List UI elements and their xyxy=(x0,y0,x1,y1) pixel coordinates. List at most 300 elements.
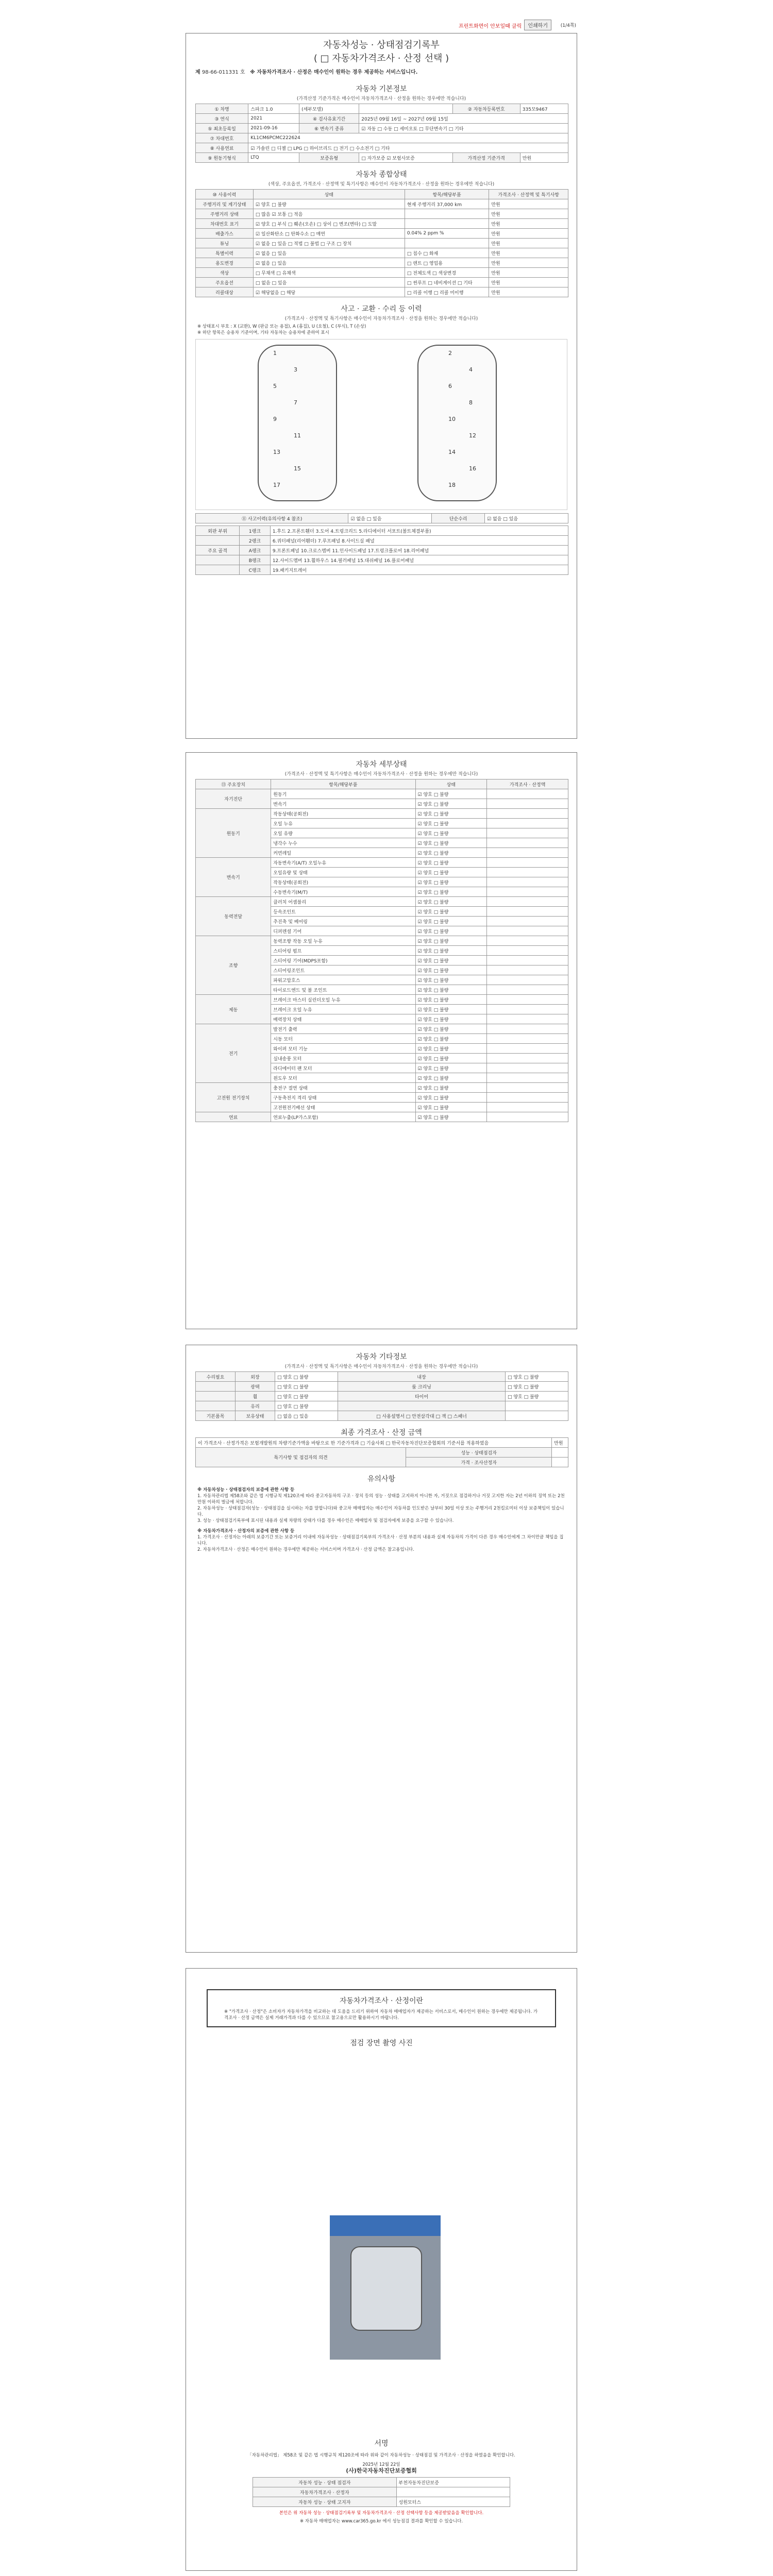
cell: 룸 크리닝 xyxy=(338,1382,506,1392)
print-button[interactable]: 인쇄하기 xyxy=(524,20,551,30)
cell: 자동차 성능 · 상태 고지자 xyxy=(253,2497,397,2507)
cell xyxy=(487,1073,568,1083)
cell: ☑ 없음 □ 있음 xyxy=(348,514,432,523)
cell xyxy=(487,868,568,877)
top-toolbar xyxy=(186,19,577,33)
cell: 외장 xyxy=(236,1372,275,1382)
damage-mark: 13 xyxy=(273,449,280,455)
cell xyxy=(505,1401,568,1411)
cell xyxy=(487,1024,568,1034)
cell: ☑ 해당없음 □ 해당 xyxy=(253,287,405,297)
cell: 만원 xyxy=(489,248,568,258)
cell xyxy=(196,1401,236,1411)
cell: B랭크 xyxy=(240,555,271,565)
cell: ☑ 양호 □ 불량 xyxy=(415,897,487,907)
photo-title: 점검 장면 촬영 사진 xyxy=(350,2039,413,2047)
col-header: 항목/해당부품 xyxy=(405,190,489,199)
cell xyxy=(487,1054,568,1063)
cell: 12.사이드멤버 13.휠하우스 14.필러패널 15.대쉬패널 16.플로어패널 xyxy=(270,555,568,565)
cell xyxy=(487,877,568,887)
table-row xyxy=(196,1382,568,1392)
cell: 가격 · 조사산정자 xyxy=(406,1458,552,1467)
cell xyxy=(487,848,568,858)
table-row xyxy=(196,995,568,1005)
cell: 용도변경 xyxy=(196,258,254,268)
cell: 광택 xyxy=(236,1382,275,1392)
table-row xyxy=(196,124,568,133)
cell: 1랭크 xyxy=(240,526,271,536)
cell xyxy=(487,838,568,848)
page-3 xyxy=(186,1345,577,1953)
banner-text: ※ "가격조사 · 산정"은 소비자가 자동차가격을 비교하는 데 도움을 드리기 위하여 자동차 매매업자가 제공하는 서비스로서, 매수인이 원하는 경우에만 제공됩니다. 가격조사 · 산정 금액은 실제 거래가격과 다를 수 있으므로 참고용으로만 활용하시기 바랍니다. xyxy=(224,2009,538,2021)
cell: ☑ 양호 □ 불량 xyxy=(415,1093,487,1103)
cell: KL1CM6PCMC222624 xyxy=(248,133,568,143)
cell xyxy=(487,858,568,868)
cell: ☑ 양호 □ 불량 xyxy=(415,936,487,946)
cell xyxy=(487,956,568,965)
cell: 만원 xyxy=(489,199,568,209)
cell: 이 가격조사 · 산정가격은 보험개발원의 차량기준가액을 바탕으로 한 기준가격과 □ 기술사회 □ 한국자동차진단보증협회의 기준서를 적용하였음 xyxy=(196,1438,552,1448)
cell xyxy=(196,565,240,575)
cell: □ 썬루프 □ 네비게이션 □ 기타 xyxy=(405,278,489,287)
group-label: 변속기 xyxy=(196,858,271,897)
damage-mark: 6 xyxy=(448,383,452,389)
general-sub: (색상, 주요옵션, 가격조사 · 산정액 및 특기사항은 매수인이 자동차가격조사 · 산정을 원하는 경우에만 적습니다) xyxy=(268,182,495,187)
group-label: 전기 xyxy=(196,1024,271,1083)
other-sub: (가격조사 · 산정액 및 특기사항은 매수인이 자동차가격조사 · 산정을 원하는 경우에만 적습니다) xyxy=(284,1364,478,1369)
cell: ☑ 양호 □ 불량 xyxy=(415,877,487,887)
cell: 클러치 어셈블리 xyxy=(271,897,415,907)
cell: 연료누출(LP가스포함) xyxy=(271,1112,415,1122)
cell: ☑ 양호 □ 불량 xyxy=(415,1063,487,1073)
accident-legend: ※ 상태표시 부호 : X (교환), W (판금 또는 용접), A (흠집), U (요철), C (부식), T (손상) xyxy=(197,324,366,329)
damage-mark: 17 xyxy=(273,482,280,488)
cell: 19.패키지트레이 xyxy=(270,565,568,575)
cell: □ 양호 □ 불량 xyxy=(505,1372,568,1382)
notes-p5: 2. 자동차가격조사 · 산정은 매수인이 원하는 경우에만 제공하는 서비스이며 가격조사 · 산정 금액은 참고용입니다. xyxy=(197,1547,414,1552)
cell: 커먼레일 xyxy=(271,848,415,858)
cell: C랭크 xyxy=(240,565,271,575)
cell: 원동기 xyxy=(271,789,415,799)
cell xyxy=(196,1392,236,1401)
cell xyxy=(396,2487,510,2497)
notes-p4: 1. 가격조사 · 산정자는 아래의 보증기간 또는 보증거리 이내에 자동차성능 · 상태점검기록부의 가격조사 · 산정 부분의 내용과 실제 자동차의 가격이 다른 경우 매수인에게 그 차이만큼 책임을 집니다. xyxy=(197,1535,564,1546)
cell: 만원 xyxy=(489,287,568,297)
damage-mark: 8 xyxy=(469,399,473,406)
cell: ☑ 양호 □ 불량 xyxy=(415,965,487,975)
cell: 만원 xyxy=(489,268,568,278)
table-row xyxy=(196,897,568,907)
cell xyxy=(487,1044,568,1054)
cell: ☑ 일산화탄소 □ 탄화수소 □ 매연 xyxy=(253,229,405,239)
notes-head2: ※ 자동차가격조사 · 산정자의 보증에 관한 사항 등 xyxy=(197,1529,295,1534)
cell: □ 많음 ☑ 보통 □ 적음 xyxy=(253,209,405,219)
col-header: ⑬ 주요장치 xyxy=(196,779,271,789)
cell: □ 렌트 □ 영업용 xyxy=(405,258,489,268)
cell: ☑ 양호 □ 불량 xyxy=(415,799,487,809)
cell: 발전기 출력 xyxy=(271,1024,415,1034)
cell: 자동차 성능 · 상태 점검자 xyxy=(253,2478,397,2487)
doc-notice: ※ 자동차가격조사 · 산정은 매수인이 원하는 경우 제공하는 서비스입니다. xyxy=(250,70,418,75)
detail-title: 자동차 세부상태 xyxy=(356,760,407,769)
page-indicator: (1/4쪽) xyxy=(560,23,576,28)
cell: □ 침수 □ 화재 xyxy=(405,248,489,258)
cell: 주요 골격 xyxy=(196,546,240,555)
damage-mark: 3 xyxy=(294,366,297,373)
accident-sub: (가격조사 · 산정액 및 특기사항은 매수인이 자동차가격조사 · 산정을 원하는 경우에만 적습니다) xyxy=(284,316,478,321)
cell: 주행거리 및 계기상태 xyxy=(196,199,254,209)
table-row xyxy=(196,555,568,565)
cell xyxy=(505,1411,568,1421)
table-header xyxy=(196,779,568,789)
cell: 파워고압호스 xyxy=(271,975,415,985)
group-label: 연료 xyxy=(196,1112,271,1122)
cell: ④ 검사유효기간 xyxy=(299,114,359,124)
cell: ☑ 양호 □ 불량 xyxy=(415,907,487,917)
cell: ☑ 양호 □ 불량 xyxy=(415,1034,487,1044)
cell: ☑ 양호 □ 불량 xyxy=(415,868,487,877)
cell xyxy=(487,819,568,828)
table-row xyxy=(196,565,568,575)
cell: □ 리콜 이행 □ 리콜 미이행 xyxy=(405,287,489,297)
cell: ⑧ 사용연료 xyxy=(196,143,248,153)
cell xyxy=(487,946,568,956)
doc-no-suffix: 호 xyxy=(240,70,245,75)
damage-mark: 18 xyxy=(448,482,456,488)
table-row xyxy=(196,1112,568,1122)
table-row xyxy=(253,2487,510,2497)
cell: 0.04% 2 ppm % xyxy=(405,229,489,239)
cell: ☑ 양호 □ 불량 xyxy=(415,887,487,897)
cell: 배출가스 xyxy=(196,229,254,239)
cell: 만원 xyxy=(489,229,568,239)
group-label: 원동기 xyxy=(196,809,271,858)
cell xyxy=(487,936,568,946)
cell: 오일유량 및 상태 xyxy=(271,868,415,877)
cell: 오일 누유 xyxy=(271,819,415,828)
sign-table xyxy=(253,2477,510,2507)
cell: ☑ 양호 □ 불량 xyxy=(415,1005,487,1014)
cell: ☑ 자동 □ 수동 □ 세미오토 □ 무단변속기 □ 기타 xyxy=(359,124,568,133)
cell: 보유상태 xyxy=(236,1411,275,1421)
cell: 작동상태(공회전) xyxy=(271,877,415,887)
notes-p3: 3. 성능 · 상태점검기록부에 표시된 내용과 실제 차량의 상태가 다를 경우 매수인은 매매업자 및 점검자에게 보증을 요구할 수 있습니다. xyxy=(197,1518,454,1523)
table-row xyxy=(196,1083,568,1093)
sign-date: 2025년 12월 22일 xyxy=(362,2462,400,2467)
cell xyxy=(552,1448,568,1458)
cell: 추진축 및 베어링 xyxy=(271,917,415,926)
cell xyxy=(487,965,568,975)
cell: LTQ xyxy=(248,153,299,163)
cell: ☑ 양호 □ 불량 xyxy=(415,789,487,799)
cell: □ 자가보증 ☑ 보험사보증 xyxy=(359,153,452,163)
cell: ☑ 양호 □ 불량 xyxy=(415,838,487,848)
cell: ☑ 양호 □ 불량 xyxy=(415,819,487,828)
table-row xyxy=(196,287,568,297)
cell xyxy=(487,995,568,1005)
cell: 부천자동차진단보증 xyxy=(396,2478,510,2487)
cell: 충전구 절연 상태 xyxy=(271,1083,415,1093)
table-row xyxy=(196,1392,568,1401)
damage-mark: 9 xyxy=(273,416,277,422)
cell xyxy=(487,1112,568,1122)
cell: □ 양호 □ 불량 xyxy=(275,1392,338,1401)
col-header: 항목/해당부품 xyxy=(271,779,415,789)
cell: □ 양호 □ 불량 xyxy=(275,1382,338,1392)
cell: □ 없음 □ 있음 xyxy=(253,278,405,287)
damage-mark: 7 xyxy=(294,399,297,406)
sign-law: 「자동차관리법」 제58조 및 같은 법 시행규칙 제120조에 따라 위와 같이 자동차성능 · 상태점검 및 가격조사 · 산정을 하였음을 확인합니다. xyxy=(247,2453,515,2458)
cell: 구동축전지 격리 상태 xyxy=(271,1093,415,1103)
cell: 성원모터스 xyxy=(396,2497,510,2507)
cell: 성능 · 상태점검자 xyxy=(406,1448,552,1458)
table-row xyxy=(196,278,568,287)
cell xyxy=(487,828,568,838)
cell xyxy=(552,1458,568,1467)
cell: 타이어 xyxy=(338,1392,506,1401)
notes-p1: 1. 자동차관리법 제58조와 같은 법 시행규칙 제120조에 따라 중고자동차의 구조 · 장치 등의 성능 · 상태를 고지하지 아니한 자, 거짓으로 점검하거나 거짓 고지한 자는 2년 이하의 징역 또는 2천만원 이하의 벌금에 처합니다. xyxy=(197,1494,565,1505)
table-row xyxy=(196,114,568,124)
col-header: 상태 xyxy=(253,190,405,199)
cell: □ 사용설명서 □ 안전삼각대 □ 잭 □ 스패너 xyxy=(338,1411,506,1421)
inspection-photo xyxy=(330,2215,441,2360)
cell: 유리 xyxy=(236,1401,275,1411)
cell: ☑ 양호 □ 불량 xyxy=(415,1073,487,1083)
table-row xyxy=(196,546,568,555)
cell: 색상 xyxy=(196,268,254,278)
damage-mark: 2 xyxy=(448,350,452,357)
general-table xyxy=(195,189,568,297)
detail-sub: (가격조사 · 산정액 및 특기사항은 매수인이 자동차가격조사 · 산정을 원하는 경우에만 적습니다) xyxy=(284,772,478,777)
cell xyxy=(487,926,568,936)
cell: 라디에이터 팬 모터 xyxy=(271,1063,415,1073)
cell: ☑ 없음 □ 있음 □ 적법 □ 불법 □ 구조 □ 장치 xyxy=(253,239,405,248)
cell xyxy=(487,1005,568,1014)
cell: ☑ 양호 □ 불량 xyxy=(415,985,487,995)
basic-title: 자동차 기본정보 xyxy=(356,85,407,93)
cell xyxy=(487,789,568,799)
damage-mark: 15 xyxy=(294,465,301,472)
cell xyxy=(487,1014,568,1024)
cell: (세부모델) xyxy=(299,104,359,114)
cell: ☑ 양호 □ 불량 xyxy=(415,995,487,1005)
cell xyxy=(487,1083,568,1093)
cell: ☑ 양호 □ 부식 □ 훼손(오손) □ 상이 □ 변조(변타) □ 도말 xyxy=(253,219,405,229)
table-row xyxy=(196,209,568,219)
cell: ⑤ 최초등록일 xyxy=(196,124,248,133)
cell: 외판 부위 xyxy=(196,526,240,536)
cell: ☑ 양호 □ 불량 xyxy=(415,926,487,936)
table-row xyxy=(196,526,568,536)
cell: 고전원전기배선 상태 xyxy=(271,1103,415,1112)
cell: □ 무채색 □ 유채색 xyxy=(253,268,405,278)
cell: ☑ 양호 □ 불량 xyxy=(415,956,487,965)
cell: 수동변속기(M/T) xyxy=(271,887,415,897)
doc-title-sub: ( □ 자동차가격조사 · 산정 선택 ) xyxy=(313,53,449,64)
damage-mark: 16 xyxy=(469,465,476,472)
cell: 335모9467 xyxy=(520,104,568,114)
doc-no-value: 98-66-011331 xyxy=(201,70,239,75)
cell: ⑪ 사고이력(유의사항 4 참조) xyxy=(196,514,348,523)
banner-title: 자동차가격조사 · 산정이란 xyxy=(339,1997,424,2005)
damage-mark: 5 xyxy=(273,383,277,389)
cell xyxy=(487,907,568,917)
cell: □ 양호 □ 불량 xyxy=(275,1401,338,1411)
notes-head1: ※ 자동차성능 · 상태점검자의 보증에 관한 사항 등 xyxy=(197,1487,295,1493)
cell: 만원 xyxy=(489,258,568,268)
cell: 자동차가격조사 · 산정자 xyxy=(253,2487,397,2497)
group-label: 제동 xyxy=(196,995,271,1024)
cell: ⑦ 차대번호 xyxy=(196,133,248,143)
cell: 와이퍼 모터 기능 xyxy=(271,1044,415,1054)
doc-number-line xyxy=(186,65,577,77)
cell: 리콜대상 xyxy=(196,287,254,297)
cell xyxy=(487,897,568,907)
other-table xyxy=(195,1371,568,1421)
cell: 수리필요 xyxy=(196,1372,236,1382)
table-row xyxy=(196,1024,568,1034)
cell xyxy=(487,1103,568,1112)
cell: 배력장치 상태 xyxy=(271,1014,415,1024)
cell: 1.후드 2.프론트휀더 3.도어 4.트렁크리드 5.라디에이터 서포트(볼트체결부품) xyxy=(270,526,568,536)
cell: □ 양호 □ 불량 xyxy=(505,1382,568,1392)
rank-table xyxy=(195,526,568,575)
cell: ⑥ 변속기 종류 xyxy=(299,124,359,133)
table-row xyxy=(196,1372,568,1382)
sign-section xyxy=(186,2432,577,2524)
table-row xyxy=(196,1401,568,1411)
car-diagram xyxy=(195,339,567,510)
doc-title xyxy=(186,39,577,65)
cell: 휠 xyxy=(236,1392,275,1401)
cell: 자동변속기(A/T) 오일누유 xyxy=(271,858,415,868)
table-row xyxy=(253,2497,510,2507)
cell: ☑ 양호 □ 불량 xyxy=(415,1112,487,1122)
sign-title: 서명 xyxy=(374,2439,389,2448)
final-table xyxy=(195,1437,568,1467)
cell: 스티어링 기어(MDPS포함) xyxy=(271,956,415,965)
photo-car xyxy=(350,2246,422,2331)
cell: 작동상태(공회전) xyxy=(271,809,415,819)
table-row xyxy=(196,104,568,114)
cell: 주요옵션 xyxy=(196,278,254,287)
cell: 동력조향 작동 오일 누유 xyxy=(271,936,415,946)
cell xyxy=(487,1063,568,1073)
cell: ☑ 없음 □ 있음 xyxy=(253,248,405,258)
col-header: 가격조사 · 산정액 xyxy=(487,779,568,789)
cell: 타이로드엔드 및 볼 조인트 xyxy=(271,985,415,995)
cell xyxy=(487,917,568,926)
cell xyxy=(196,536,240,546)
cell xyxy=(405,219,489,229)
page-2 xyxy=(186,752,577,1329)
accident-legend2: ※ 하단 항목은 승용차 기준이며, 기타 자동차는 승용차에 준하여 표시 xyxy=(197,330,329,335)
cell: 특별이력 xyxy=(196,248,254,258)
cell: ☑ 양호 □ 불량 xyxy=(415,809,487,819)
cell: 디퍼렌셜 기어 xyxy=(271,926,415,936)
cell xyxy=(487,975,568,985)
table-row xyxy=(196,239,568,248)
cell xyxy=(487,1093,568,1103)
cell: ① 차명 xyxy=(196,104,248,114)
cell: □ 없음 □ 있음 xyxy=(275,1411,338,1421)
cell: □ 양호 □ 불량 xyxy=(505,1392,568,1401)
cell: 등속조인트 xyxy=(271,907,415,917)
table-row xyxy=(196,809,568,819)
accident-title: 사고 · 교환 · 수리 등 이력 xyxy=(341,305,422,313)
cell: 가격산정 기준가격 xyxy=(452,153,520,163)
table-row xyxy=(196,153,568,163)
damage-mark: 14 xyxy=(448,449,456,455)
col-header: 가격조사 · 산정액 및 특기사항 xyxy=(489,190,568,199)
photo-ceiling xyxy=(330,2215,441,2236)
cell: 기본품목 xyxy=(196,1411,236,1421)
cell: ☑ 없음 □ 있음 xyxy=(253,258,405,268)
damage-mark: 12 xyxy=(469,432,476,439)
cell: □ 전체도색 □ 색상변경 xyxy=(405,268,489,278)
cell: 스파크 1.0 xyxy=(248,104,299,114)
print-notice-link[interactable]: 프린트화면이 안보일때 클릭 xyxy=(459,24,522,29)
notes-p2: 2. 자동차성능 · 상태점검자(성능 · 상태점검을 실시하는 자를 말합니다)와 중고차 매매업자는 매수인이 자동차를 인도받은 날부터 30일 이상 또는 주행거리 2천킬로미터 이상 보증책임이 있습니다. xyxy=(197,1506,564,1517)
table-row xyxy=(196,248,568,258)
cell: ☑ 양호 □ 불량 xyxy=(415,1083,487,1093)
damage-mark: 1 xyxy=(273,350,277,357)
detail-table xyxy=(195,779,568,1122)
cell: 스티어링 펌프 xyxy=(271,946,415,956)
cell: 단순수리 xyxy=(432,514,485,523)
general-title: 자동차 종합상태 xyxy=(356,171,407,179)
cell: 보증유형 xyxy=(299,153,359,163)
table-row xyxy=(196,936,568,946)
col-header: 상태 xyxy=(415,779,487,789)
final-title: 최종 가격조사 · 산정 금액 xyxy=(341,1429,422,1437)
table-row xyxy=(196,199,568,209)
basic-sub: (가격산정 기준가격은 매수인이 자동차가격조사 · 산정을 원하는 경우에만 적습니다) xyxy=(296,96,466,101)
basic-table xyxy=(195,104,568,163)
cell: ☑ 양호 □ 불량 xyxy=(415,1014,487,1024)
cell xyxy=(338,1401,506,1411)
cell xyxy=(405,209,489,219)
cell: 9.프론트패널 10.크로스멤버 11.인사이드패널 17.트렁크플로어 18.리어패널 xyxy=(270,546,568,555)
table-header xyxy=(196,190,568,199)
group-label: 동력전달 xyxy=(196,897,271,936)
table-row xyxy=(196,536,568,546)
cell: 현재 주행거리 37,000 km xyxy=(405,199,489,209)
col-header: ⑩ 사용이력 xyxy=(196,190,254,199)
cell: □ 양호 □ 불량 xyxy=(275,1372,338,1382)
cell: 2랭크 xyxy=(240,536,271,546)
table-row xyxy=(196,1448,568,1458)
table-row xyxy=(253,2478,510,2487)
cell: 윈도우 모터 xyxy=(271,1073,415,1083)
cell: 튜닝 xyxy=(196,239,254,248)
cell: 브레이크 마스터 실린더오일 누유 xyxy=(271,995,415,1005)
cell: ☑ 양호 □ 불량 xyxy=(415,975,487,985)
cell: A랭크 xyxy=(240,546,271,555)
accident-summary xyxy=(195,513,568,523)
cell: 만원 xyxy=(489,239,568,248)
cell: ☑ 양호 □ 불량 xyxy=(415,1024,487,1034)
car-outline-front xyxy=(258,345,337,501)
cell: 주행거리 상태 xyxy=(196,209,254,219)
table-row xyxy=(196,219,568,229)
cell: ② 자동차등록번호 xyxy=(452,104,520,114)
cell: 냉각수 누수 xyxy=(271,838,415,848)
damage-mark: 4 xyxy=(469,366,473,373)
cell: 2025년 09월 16일 ~ 2027년 09월 15일 xyxy=(359,114,568,124)
table-row xyxy=(196,1411,568,1421)
damage-mark: 10 xyxy=(448,416,456,422)
